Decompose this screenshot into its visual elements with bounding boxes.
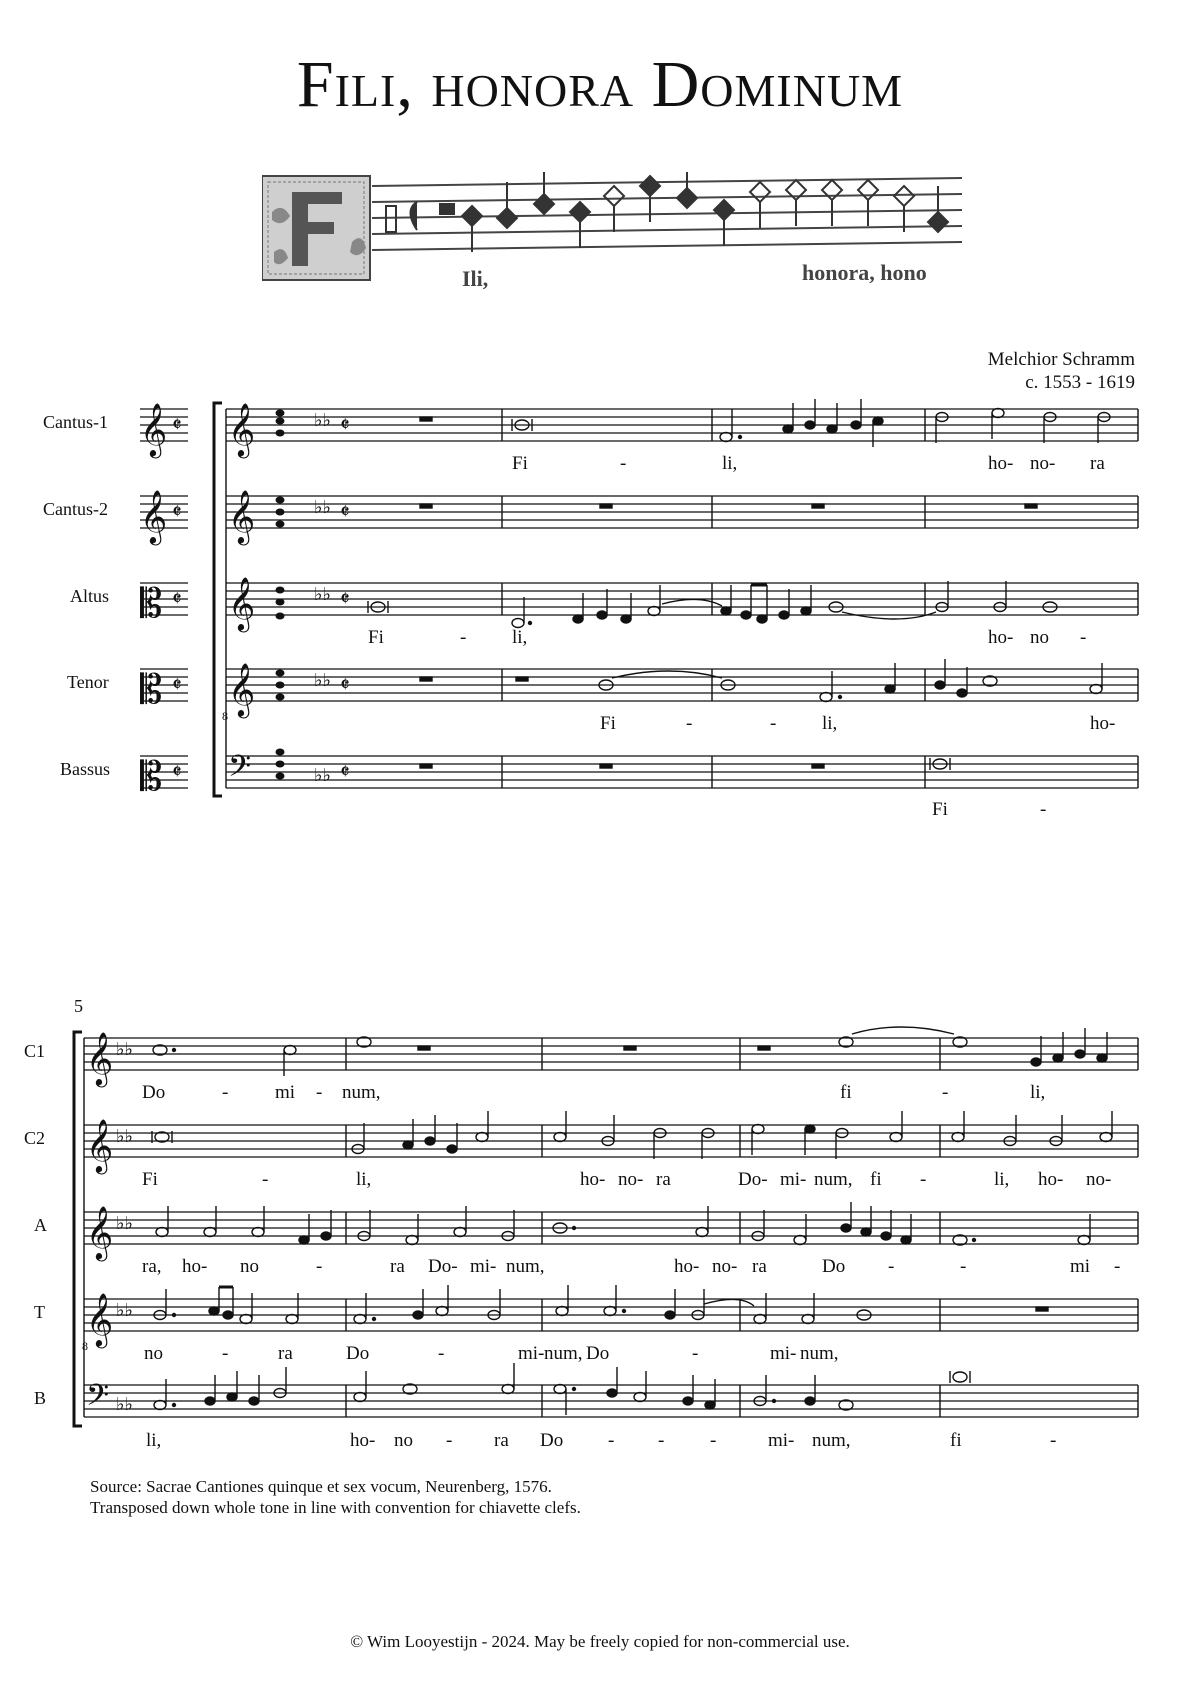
system-bracket: [214, 403, 222, 796]
lyric: no-: [618, 1169, 644, 1190]
lyric: ho-: [1038, 1169, 1064, 1190]
lyric: li,: [146, 1430, 162, 1451]
treble-clef-icon: 𝄞: [86, 1205, 114, 1259]
voice-label-b: B: [34, 1388, 47, 1408]
cut-time-icon: 𝄵: [172, 500, 182, 525]
lyric: -: [770, 713, 777, 734]
voice-label-cantus-1: Cantus-1: [43, 412, 108, 432]
treble-clef-icon: 𝄞: [140, 402, 168, 456]
key-flats: ♭♭: [116, 1394, 133, 1415]
composer-dates: c. 1553 - 1619: [1025, 372, 1135, 393]
lyric: no: [1030, 627, 1049, 648]
lyric: -: [316, 1082, 323, 1103]
lyric: -: [222, 1082, 229, 1103]
lyric: no: [394, 1430, 413, 1451]
lyrics-system-2: [142, 1082, 1120, 1451]
lyric: mi-: [518, 1343, 545, 1364]
lyric: ho-: [350, 1430, 376, 1451]
treble-clef-icon: 𝄞: [86, 1118, 114, 1172]
key-flats: ♭♭: [314, 410, 331, 431]
lyric: no: [240, 1256, 259, 1277]
lyric: -: [608, 1430, 615, 1451]
lyric: ra: [494, 1430, 509, 1451]
lyric: mi-: [770, 1343, 797, 1364]
lyric: Do: [346, 1343, 370, 1364]
lyric: ra: [752, 1256, 767, 1277]
treble-8-clef-icon: 𝄞: [228, 662, 256, 716]
system-bracket: [74, 1032, 82, 1426]
lyric: Fi: [600, 713, 616, 734]
voice-label-a: A: [34, 1215, 47, 1235]
lyric: -: [438, 1343, 445, 1364]
voice-label-tenor: Tenor: [67, 672, 109, 692]
lyric: -: [262, 1169, 269, 1190]
bass-clef-icon: 𝄢: [86, 1379, 110, 1420]
source-footnote: [90, 1476, 581, 1518]
lyric: ra,: [142, 1256, 162, 1277]
treble-clef-icon: 𝄞: [228, 489, 256, 543]
svg-text:8: 8: [82, 1339, 88, 1353]
lyric: -: [446, 1430, 453, 1451]
lyric: ho-: [674, 1256, 700, 1277]
lyric: ra: [1090, 453, 1105, 474]
lyric: Fi: [512, 453, 528, 474]
cut-time-icon: 𝄵: [172, 673, 182, 698]
lyric: fi: [950, 1430, 962, 1451]
lyrics-system-1: [368, 453, 1115, 820]
lyric: no-: [1086, 1169, 1112, 1190]
incipit-lyric-right: honora, hono: [802, 260, 927, 285]
cut-time-icon: 𝄵: [172, 587, 182, 612]
cut-time-icon: 𝄵: [172, 760, 182, 785]
voice-label-altus: Altus: [70, 586, 110, 606]
lyric: -: [920, 1169, 927, 1190]
lyric: ra: [390, 1256, 405, 1277]
treble-clef-icon: 𝄞: [140, 489, 168, 543]
original-clef-glyphs: [140, 402, 182, 800]
footnote-line-1: Source: Sacrae Cantiones quinque et sex vocum, Neurenberg, 1576.: [90, 1477, 552, 1496]
lyric: -: [460, 627, 467, 648]
lyric: ra: [656, 1169, 671, 1190]
treble-8-clef-icon: 𝄞: [86, 1292, 114, 1346]
key-flats: ♭♭: [314, 670, 331, 691]
cut-time-icon: 𝄵: [172, 413, 182, 438]
key-flats: ♭♭: [116, 1126, 133, 1147]
lyric: fi: [840, 1082, 852, 1103]
lyric: -: [1050, 1430, 1057, 1451]
lyric: mi-: [768, 1430, 795, 1451]
lyric: Fi: [142, 1169, 158, 1190]
lyric: ho-: [1090, 713, 1116, 734]
key-flats: ♭♭: [116, 1213, 133, 1234]
voice-label-t: T: [34, 1302, 45, 1322]
lyric: Fi: [932, 799, 948, 820]
footnote-line-2: Transposed down whole tone in line with convention for chiavette clefs.: [90, 1498, 581, 1517]
key-flats: ♭♭: [116, 1300, 133, 1321]
lyric: num,: [800, 1343, 839, 1364]
lyric: -: [658, 1430, 665, 1451]
lyric: num,: [506, 1256, 545, 1277]
lyric: Do: [586, 1343, 610, 1364]
voice-label-c1: C1: [24, 1041, 46, 1061]
lyric: ho-: [580, 1169, 606, 1190]
lyric: -: [1114, 1256, 1121, 1277]
staves: [84, 1038, 1138, 1417]
lyric: -: [1080, 627, 1087, 648]
measure-number: 5: [74, 996, 83, 1016]
bass-clef-icon: 𝄢: [228, 750, 252, 791]
lyric: Do: [822, 1256, 846, 1277]
system-1: [43, 399, 1138, 820]
lyric: -: [316, 1256, 323, 1277]
c-clef-icon: 𝄡: [140, 667, 163, 713]
lyric: no: [144, 1343, 163, 1364]
lyric: num,: [342, 1082, 381, 1103]
incipit-lyric-left: Ili,: [462, 266, 489, 291]
lyric: num,: [812, 1430, 851, 1451]
lyric: num,: [814, 1169, 853, 1190]
treble-clef-icon: 𝄞: [228, 576, 256, 630]
lyric: li,: [356, 1169, 372, 1190]
lyric: Do: [540, 1430, 564, 1451]
key-flats: ♭♭: [116, 1039, 133, 1060]
c-clef-icon: 𝄡: [140, 581, 163, 627]
lyric: -: [888, 1256, 895, 1277]
lyric: li,: [722, 453, 738, 474]
cut-time-icon: 𝄵: [340, 760, 350, 785]
lyric: -: [1040, 799, 1047, 820]
copyright-notice: © Wim Looyestijn - 2024. May be freely copied for non-commercial use.: [350, 1632, 850, 1651]
lyric: li,: [512, 627, 528, 648]
cut-time-icon: 𝄵: [340, 587, 350, 612]
lyric: Fi: [368, 627, 384, 648]
lyric: li,: [822, 713, 838, 734]
lyric: li,: [1030, 1082, 1046, 1103]
lyric: -: [222, 1343, 229, 1364]
key-flats: ♭♭: [314, 584, 331, 605]
c-clef-icon: 𝄡: [140, 754, 163, 800]
modern-clefs: [228, 402, 350, 791]
lyric: ra: [278, 1343, 293, 1364]
treble-clef-icon: 𝄞: [86, 1031, 114, 1085]
lyric: fi: [870, 1169, 882, 1190]
modern-clefs: [82, 1031, 133, 1420]
lyric: mi-: [780, 1169, 807, 1190]
voice-label-c2: C2: [24, 1128, 46, 1148]
system-2: [24, 996, 1138, 1451]
lyric: Do-: [738, 1169, 768, 1190]
cut-time-icon: 𝄵: [340, 500, 350, 525]
lyric: li,: [994, 1169, 1010, 1190]
lyric: mi-: [470, 1256, 497, 1277]
lyric: no-: [1030, 453, 1056, 474]
lyric: Do-: [428, 1256, 458, 1277]
lyric: -: [620, 453, 627, 474]
cut-time-icon: 𝄵: [340, 673, 350, 698]
lyric: num,: [544, 1343, 583, 1364]
lyric: -: [960, 1256, 967, 1277]
svg-text:8: 8: [222, 709, 228, 723]
lyric: -: [692, 1343, 699, 1364]
page-title: Fili, honora Dominum: [296, 48, 904, 121]
voice-label-bassus: Bassus: [60, 759, 111, 779]
key-flats: ♭♭: [314, 765, 331, 786]
lyric: ho-: [182, 1256, 208, 1277]
lyric: -: [686, 713, 693, 734]
lyric: mi: [1070, 1256, 1091, 1277]
lyric: Do: [142, 1082, 166, 1103]
voice-label-cantus-2: Cantus-2: [43, 499, 108, 519]
notes-system-2: [152, 1027, 1112, 1415]
lyric: ho-: [988, 453, 1014, 474]
lyric: -: [710, 1430, 717, 1451]
lyric: mi: [275, 1082, 296, 1103]
key-flats: ♭♭: [314, 497, 331, 518]
cut-time-icon: 𝄵: [340, 413, 350, 438]
lyric: ho-: [988, 627, 1014, 648]
lyric: -: [942, 1082, 949, 1103]
lyric: no-: [712, 1256, 738, 1277]
composer-name: Melchior Schramm: [987, 349, 1135, 370]
treble-clef-icon: 𝄞: [228, 402, 256, 456]
